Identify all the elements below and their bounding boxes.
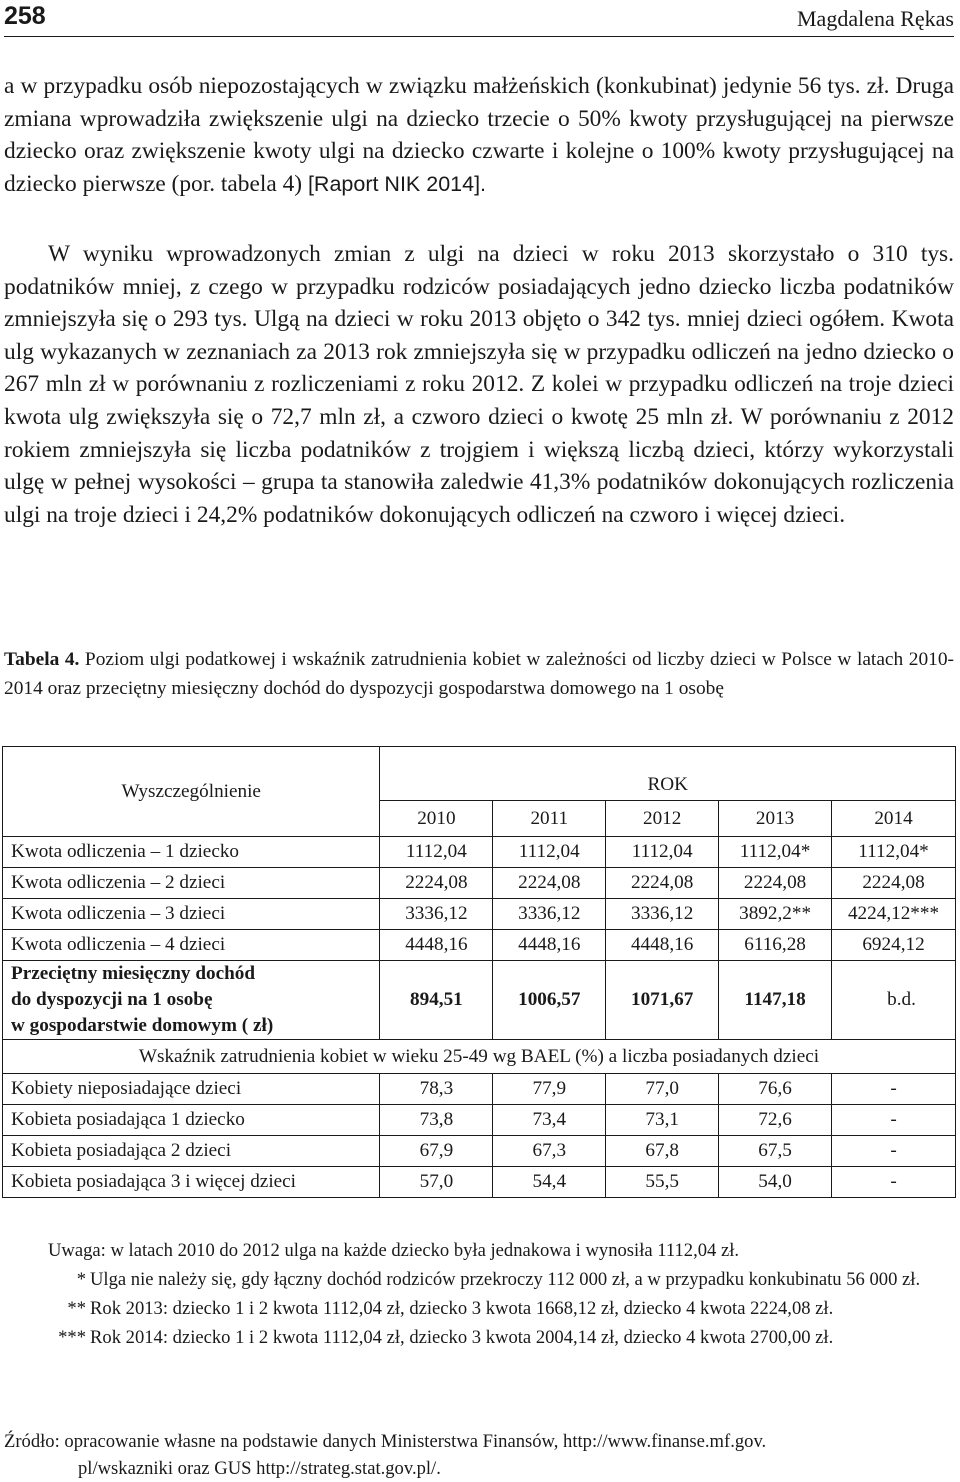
table-caption-label: Tabela 4.	[4, 649, 80, 670]
table-cell: 3892,2**	[719, 899, 832, 930]
year-header: 2012	[606, 801, 719, 837]
source-note	[4, 1428, 954, 1482]
source-line: Źródło: opracowanie własne na podstawie danych Ministerstwa Finansów, http://www.finanse.mf.gov.	[4, 1431, 767, 1452]
table-cell: 2224,08	[719, 868, 832, 899]
footnote	[4, 1265, 954, 1294]
table-cell: 55,5	[606, 1167, 719, 1198]
running-author: Magdalena Rękas	[797, 6, 954, 31]
table-notes	[4, 1236, 954, 1352]
income-row-label	[3, 961, 380, 1040]
income-cell: 894,51	[380, 961, 493, 1040]
table-cell: 57,0	[380, 1167, 493, 1198]
table-row	[3, 930, 956, 961]
footnote	[4, 1323, 954, 1352]
table-caption	[4, 645, 954, 703]
citation-raport-nik: [Raport NIK 2014].	[307, 171, 487, 196]
section-title-row	[3, 1040, 956, 1074]
year-header: 2010	[380, 801, 493, 837]
running-header	[4, 0, 954, 37]
data-table	[2, 746, 956, 1198]
page-number: 258	[4, 2, 46, 30]
table-cell: -	[832, 1167, 956, 1198]
income-cell: 1147,18	[719, 961, 832, 1040]
table-cell: 4448,16	[493, 930, 606, 961]
table-cell: -	[832, 1105, 956, 1136]
header-rok: ROK	[380, 747, 956, 801]
row-label: Kobiety nieposiadające dzieci	[3, 1074, 380, 1105]
table-cell: 72,6	[719, 1105, 832, 1136]
table-cell: 2224,08	[380, 868, 493, 899]
table-cell: 77,9	[493, 1074, 606, 1105]
table-cell: 67,3	[493, 1136, 606, 1167]
table-cell: 3336,12	[380, 899, 493, 930]
table-cell: 67,8	[606, 1136, 719, 1167]
table-cell: 2224,08	[606, 868, 719, 899]
row-label: Kwota odliczenia – 1 dziecko	[3, 837, 380, 868]
table-cell: 73,4	[493, 1105, 606, 1136]
table-cell: -	[832, 1136, 956, 1167]
table-cell: 2224,08	[493, 868, 606, 899]
table-cell: 1112,04	[606, 837, 719, 868]
table-cell: 3336,12	[493, 899, 606, 930]
paragraph-2	[4, 238, 954, 531]
table-cell: 54,0	[719, 1167, 832, 1198]
footnote	[4, 1294, 954, 1323]
footnote-text: Rok 2013: dziecko 1 i 2 kwota 1112,04 zł, dziecko 3 kwota 1668,12 zł, dziecko 4 kwota 2224,08 zł.	[90, 1298, 834, 1319]
income-label-line: do dyspozycji na 1 osobę	[11, 989, 213, 1010]
table-cell: 1112,04*	[719, 837, 832, 868]
row-label: Kwota odliczenia – 2 dzieci	[3, 868, 380, 899]
footnote-mark: *	[76, 1269, 86, 1290]
table-row	[3, 899, 956, 930]
table-cell: 67,9	[380, 1136, 493, 1167]
table-cell: -	[832, 1074, 956, 1105]
paragraph-1-text: a w przypadku osób niepozostających w związku małżeńskich (konkubinat) jedynie 56 tys. zł. Druga zmiana wprowadziła zwiększenie ulgi na dziecko trzecie o 50% kwoty przysługującej na pierwsze dziecko oraz zwiększenie kwoty ulgi na dziecko czwarte i kolejne o 100% kwoty przysługującej na dziecko pierwsze (por. tabela 4)	[4, 73, 954, 197]
table-cell: 3336,12	[606, 899, 719, 930]
table-cell: 1112,04*	[832, 837, 956, 868]
paragraph-1	[4, 70, 954, 200]
table-row	[3, 1167, 956, 1198]
row-label: Kwota odliczenia – 3 dzieci	[3, 899, 380, 930]
income-cell: 1071,67	[606, 961, 719, 1040]
table-row	[3, 837, 956, 868]
table-cell: 1112,04	[380, 837, 493, 868]
employment-section-title: Wskaźnik zatrudnienia kobiet w wieku 25-49 wg BAEL (%) a liczba posiadanych dzieci	[3, 1040, 956, 1074]
table-cell: 78,3	[380, 1074, 493, 1105]
year-header: 2011	[493, 801, 606, 837]
row-label: Kobieta posiadająca 1 dziecko	[3, 1105, 380, 1136]
table-cell: 73,1	[606, 1105, 719, 1136]
footnote-mark: **	[67, 1298, 86, 1319]
table-caption-text: Poziom ulgi podatkowej i wskaźnik zatrudnienia kobiet w zależności od liczby dzieci w Polsce w latach 2010-2014 oraz przeciętny miesięczny dochód do dyspozycji gospodarstwa domowego na 1 osobę	[4, 649, 954, 699]
footnote-mark: ***	[58, 1327, 86, 1348]
row-label: Kobieta posiadająca 3 i więcej dzieci	[3, 1167, 380, 1198]
table-row	[3, 868, 956, 899]
row-label: Kwota odliczenia – 4 dzieci	[3, 930, 380, 961]
income-row	[3, 961, 956, 1040]
table-cell: 4448,16	[606, 930, 719, 961]
paragraph-2-text: W wyniku wprowadzonych zmian z ulgi na dzieci w roku 2013 skorzystało o 310 tys. podatników mniej, z czego w przypadku rodziców posiadających jedno dziecko liczba podatników zmniejszyła się o 293 tys. Ulgą na dzieci w roku 2013 objęto o 342 tys. mniej dzieci ogółem. Kwota ulg wykazanych w zeznaniach za 2013 rok zmniejszyła się w przypadku odliczeń na jedno dziecko o 267 mln zł w porównaniu z rozliczeniami z roku 2012. Z kolei w przypadku odliczeń na troje dzieci kwota ulg zwiększyła się o 72,7 mln zł, a czworo dzieci o kwotę 25 mln zł. W porównaniu z 2012 rokiem zmniejszyła się liczba podatników z trojgiem i większą liczbą dzieci, którzy wykorzystali ulgę w pełnej wysokości – grupa ta stanowiła zaledwie 41,3% podatników dokonujących rozliczenia ulgi na troje dzieci i 24,2% podatników dokonujących odliczeń na czworo i więcej dzieci.	[4, 241, 954, 528]
income-cell: b.d.	[832, 961, 956, 1040]
table-row	[3, 1136, 956, 1167]
table-cell: 6116,28	[719, 930, 832, 961]
header-wyszczegolnienie: Wyszczególnienie	[3, 747, 380, 837]
income-label-line: Przeciętny miesięczny dochód	[11, 963, 256, 984]
note-uwaga: Uwaga: w latach 2010 do 2012 ulga na każde dziecko była jednakowa i wynosiła 1112,04 zł.	[48, 1240, 740, 1261]
year-header: 2013	[719, 801, 832, 837]
table-cell: 54,4	[493, 1167, 606, 1198]
table-cell: 73,8	[380, 1105, 493, 1136]
year-header: 2014	[832, 801, 956, 837]
table-cell: 6924,12	[832, 930, 956, 961]
table-cell: 4448,16	[380, 930, 493, 961]
table-cell: 2224,08	[832, 868, 956, 899]
table-cell: 1112,04	[493, 837, 606, 868]
table-cell: 76,6	[719, 1074, 832, 1105]
table-cell: 67,5	[719, 1136, 832, 1167]
income-label-line: w gospodarstwie domowym ( zł)	[11, 1015, 274, 1036]
table-cell: 77,0	[606, 1074, 719, 1105]
table-cell: 4224,12***	[832, 899, 956, 930]
source-line: pl/wskazniki oraz GUS http://strateg.stat.gov.pl/.	[78, 1458, 441, 1479]
income-cell: 1006,57	[493, 961, 606, 1040]
table-row	[3, 1105, 956, 1136]
table-header-row	[3, 747, 956, 801]
row-label: Kobieta posiadająca 2 dzieci	[3, 1136, 380, 1167]
table-row	[3, 1074, 956, 1105]
footnote-text: Ulga nie należy się, gdy łączny dochód rodziców przekroczy 112 000 zł, a w przypadku konkubinatu 56 000 zł.	[90, 1269, 921, 1290]
footnote-text: Rok 2014: dziecko 1 i 2 kwota 1112,04 zł, dziecko 3 kwota 2004,14 zł, dziecko 4 kwota 2700,00 zł.	[90, 1327, 834, 1348]
